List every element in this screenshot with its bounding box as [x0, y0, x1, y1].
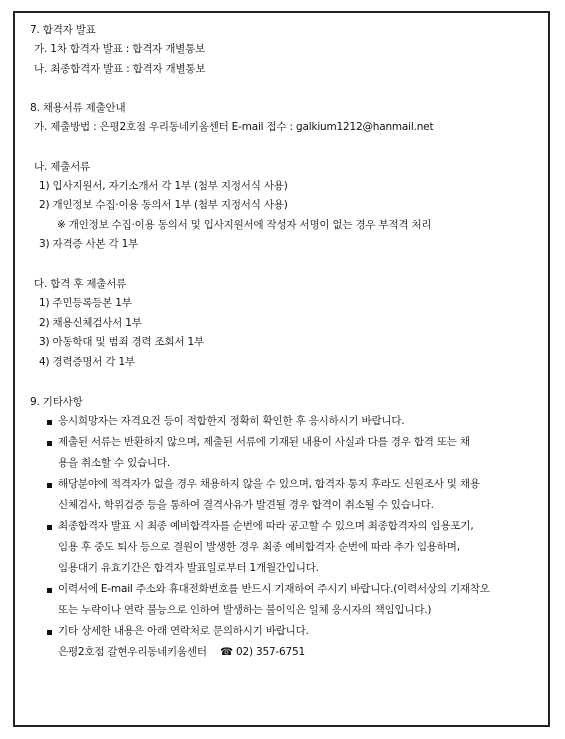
contact-line — [58, 645, 305, 659]
post-pass-doc-item: 3) 아동학대 및 범죄 경력 조회서 1부 — [39, 336, 204, 348]
bullet-icon — [47, 441, 52, 446]
submission-docs-title: 나. 제출서류 — [34, 161, 90, 173]
note-line: 신체검사, 학위검증 등을 통하여 결격사유가 발견될 경우 합격이 취소될 수 있습니다. — [58, 499, 434, 511]
note-line: 제출된 서류는 반환하지 않으며, 제출된 서류에 기재된 내용이 사실과 다를 경우 합격 또는 채 — [58, 436, 470, 448]
note-line: 기타 상세한 내용은 아래 연락처로 문의하시기 바랍니다. — [58, 625, 309, 637]
doc-item: 3) 자격증 사본 각 1부 — [39, 238, 139, 250]
note-line: 최종합격자 발표 시 최종 예비합격자를 순번에 따라 공고할 수 있으며 최종합격자의 임용포기, — [58, 520, 474, 532]
note-line: 또는 누락이나 연락 불능으로 인하여 발생하는 불이익은 일체 응시자의 책임입니다.) — [58, 604, 432, 616]
note-line: 임용대기 유효기간은 합격자 발표일로부터 1개월간입니다. — [58, 562, 319, 574]
bullet-icon — [47, 420, 52, 425]
bullet-icon — [47, 588, 52, 593]
center-name: 은평2호점 갈현우리동네키움센터 — [58, 646, 207, 658]
post-pass-doc-item: 2) 채용신체검사서 1부 — [39, 317, 142, 329]
bullet-icon — [47, 483, 52, 488]
note-line: 용을 취소할 수 있습니다. — [58, 457, 170, 469]
bullet-icon — [47, 630, 52, 635]
final-result-line: 나. 최종합격자 발표 : 합격자 개별통보 — [34, 63, 206, 75]
doc-note: ※ 개인정보 수집·이용 동의서 및 입사지원서에 작성자 서명이 없는 경우 부적격 처리 — [57, 219, 432, 231]
first-result-line: 가. 1차 합격자 발표 : 합격자 개별통보 — [34, 43, 205, 55]
document-frame — [13, 11, 550, 727]
section-9-title: 9. 기타사항 — [30, 396, 83, 408]
doc-item: 2) 개인정보 수집·이용 동의서 1부 (첨부 지정서식 사용) — [39, 199, 288, 211]
section-7-title: 7. 합격자 발표 — [30, 24, 96, 36]
post-pass-doc-item: 1) 주민등록등본 1부 — [39, 297, 132, 309]
doc-item: 1) 입사지원서, 자기소개서 각 1부 (첨부 지정서식 사용) — [39, 180, 288, 192]
post-pass-docs-title: 다. 합격 후 제출서류 — [34, 278, 127, 290]
section-8-title: 8. 채용서류 제출안내 — [30, 102, 126, 114]
note-line: 임용 후 중도 퇴사 등으로 결원이 발생한 경우 최종 예비합격자 순번에 따라 추가 임용하며, — [58, 541, 460, 553]
note-line: 이력서에 E-mail 주소와 휴대전화번호를 반드시 기재하여 주시기 바랍니다.(이력서상의 기재착오 — [58, 583, 490, 595]
submission-method-line: 가. 제출방법 : 은평2호점 우리동네키움센터 E-mail 접수 : galkium1212@hanmail.net — [34, 121, 434, 133]
note-line: 응시희망자는 자격요건 등이 적합한지 정확히 확인한 후 응시하시기 바랍니다. — [58, 415, 405, 427]
note-line: 해당분야에 적격자가 없을 경우 채용하지 않을 수 있으며, 합격자 통지 후라도 신원조사 및 채용 — [58, 478, 480, 490]
phone-number: 02) 357-6751 — [236, 646, 305, 658]
bullet-icon — [47, 525, 52, 530]
phone-icon: ☎ — [219, 646, 233, 658]
post-pass-doc-item: 4) 경력증명서 각 1부 — [39, 356, 135, 368]
